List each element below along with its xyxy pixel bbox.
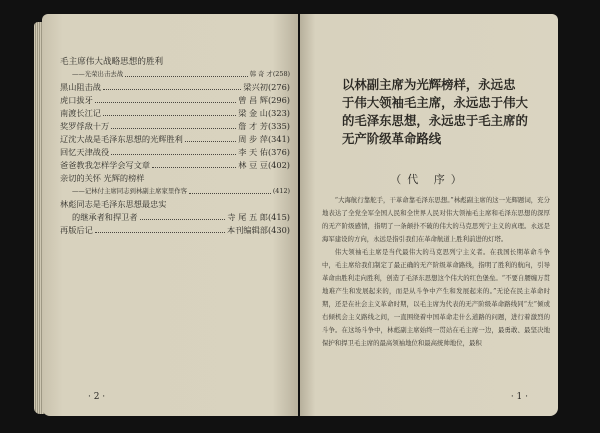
- toc-entry-title: 黑山阻击战: [60, 82, 101, 92]
- toc-leader-dots: [185, 133, 236, 142]
- toc-leader-dots: [189, 185, 271, 194]
- toc-leader-dots: [140, 211, 226, 220]
- toc-entry: [60, 94, 290, 107]
- preface-subtitle: （代 序）: [390, 173, 468, 186]
- toc-entry-page: (335): [267, 121, 290, 131]
- toc-entry-page: (376): [267, 147, 290, 157]
- toc-leader-dots: [103, 81, 241, 90]
- toc-entry-author: 韩 奇 才: [249, 70, 273, 78]
- toc-entry-page: (276): [267, 82, 290, 92]
- left-page-number: · 2 ·: [88, 392, 106, 402]
- toc-entry-author-page: [227, 211, 290, 224]
- toc-entry: [60, 133, 290, 146]
- toc-entry-title: 回忆天津战役: [60, 147, 110, 157]
- toc-entry-page: (296): [267, 95, 290, 105]
- toc-entry-page: (412): [272, 187, 290, 195]
- toc-leader-dots: [125, 68, 247, 77]
- toc-entry-author: 本刊编辑部: [227, 225, 268, 235]
- body-paragraph: “大海航行靠舵手，干革命靠毛泽东思想。”林彪副主席的这一光辉题词，充分地表达了全党全军全国人民和全世界人民对伟大领袖毛主席和毛泽东思想的深厚的无产阶级感情，指明了一条颠扑不破的伟大的马克思列宁主义的真理。永远是海军建设的方向，永远是指引我们在革命航道上胜利前进的灯塔。: [322, 196, 550, 243]
- table-of-contents: [60, 56, 290, 237]
- toc-entry: 亲切的关怀 光辉的榜样: [60, 173, 145, 183]
- toc-entry-title: 南渡长江记: [60, 108, 101, 118]
- toc-entry-author-page: [243, 81, 290, 94]
- toc-entry-author-page: [250, 68, 290, 81]
- toc-entry-title: 奖罗俘敌十万: [60, 121, 110, 131]
- toc-entry: [60, 68, 290, 81]
- toc-entry-page: (258): [272, 70, 290, 78]
- preface-body: [322, 194, 550, 350]
- toc-title: 毛主席伟大战略思想的胜利: [60, 57, 164, 67]
- heading-line: 于伟大领袖毛主席，永远忠于伟大: [342, 95, 528, 110]
- toc-leader-dots: [95, 94, 236, 103]
- toc-entry-author-page: [238, 120, 290, 133]
- toc-entry-title: 爸爸教我怎样学会写文章: [60, 160, 151, 170]
- heading-line: 以林副主席为光辉榜样，永远忠: [342, 77, 516, 92]
- preface-heading: [342, 76, 542, 148]
- toc-entry-title: ——光荣出击去战: [72, 70, 124, 78]
- toc-entry-page: (415): [267, 212, 290, 222]
- toc-leader-dots: [111, 120, 236, 129]
- toc-entry-page: (430): [267, 225, 290, 235]
- toc-leader-dots: [111, 146, 236, 155]
- toc-entry-author-page: [227, 224, 290, 237]
- toc-entry-page: (402): [267, 160, 290, 170]
- right-page-number: · 1 ·: [510, 392, 528, 402]
- toc-entry-author-page: [238, 159, 290, 172]
- toc-entry-title: 再版后记: [60, 225, 93, 235]
- toc-entry: [60, 81, 290, 94]
- left-page: [42, 14, 298, 416]
- toc-entry-author: 林 豆 豆: [238, 160, 268, 170]
- body-paragraph: 伟大领袖毛主席是当代最伟大的马克思列宁主义者。在我国长期革命斗争中，毛主席给我们制定了最正确的无产阶级革命路线，指明了胜利的航向，引导革命由胜利走向胜利，创造了毛泽东思想这个伟大的红色堡垒。“不要自腰缠万贯地难产生和发展起来的，而是从斗争中产生和发展起来的。”无论在民主革命时期，还是在社会主义革命时期，以毛主席为代表的无产阶级革命路线同“左”倾或右倾机会主义路线之间，一直围绕着中国革命走什么道路的问题，进行着激烈的斗争。在这场斗争中，林彪副主席始终一贯站在毛主席一边，最勇敢、最坚决地保护和捍卫毛主席的最高领袖地位和最高统帅地位，最积: [322, 248, 550, 347]
- heading-line: 的毛泽东思想，永远忠于毛主席的: [342, 113, 528, 128]
- toc-leader-dots: [152, 159, 236, 168]
- toc-entry-author-page: [238, 133, 290, 146]
- toc-entry-author-page: [238, 146, 290, 159]
- toc-entry: [60, 224, 290, 237]
- toc-entry-author-page: [273, 185, 290, 198]
- toc-entry: [60, 146, 290, 159]
- toc-entry: [60, 211, 290, 224]
- toc-entry-page: (341): [267, 134, 290, 144]
- toc-entry-title: 虎口拔牙: [60, 95, 93, 105]
- toc-entry-author: 李 天 佑: [238, 147, 268, 157]
- toc-entry-title: 辽沈大战是毛泽东思想的光辉胜利: [60, 134, 183, 144]
- right-page: [300, 14, 558, 416]
- toc-entry-author: 梁 金 山: [238, 108, 268, 118]
- toc-entry-author-page: [238, 94, 290, 107]
- toc-entry: [60, 185, 290, 198]
- heading-line: 无产阶级革命路线: [342, 131, 442, 146]
- toc-entry-author: 曾 昌 辉: [238, 95, 268, 105]
- toc-entry: 林彪同志是毛泽东思想最忠实: [60, 199, 167, 209]
- toc-entry-title: ——记林付主席同志到林副主席家里作客: [72, 187, 188, 195]
- toc-entry: [60, 120, 290, 133]
- toc-entry-author-page: [238, 107, 290, 120]
- toc-leader-dots: [95, 224, 225, 233]
- toc-entry: [60, 107, 290, 120]
- toc-entry-page: (323): [267, 108, 290, 118]
- toc-entry-author: 詹 才 芳: [238, 121, 268, 131]
- toc-entry-author: 梁兴初: [243, 82, 268, 92]
- toc-leader-dots: [103, 107, 236, 116]
- toc-entry-title: 的继承者和捍卫者: [72, 212, 138, 222]
- toc-entry: [60, 159, 290, 172]
- toc-entry-author: 周 步 萍: [238, 134, 268, 144]
- toc-entry-author: 寺 尾 五 郎: [227, 212, 268, 222]
